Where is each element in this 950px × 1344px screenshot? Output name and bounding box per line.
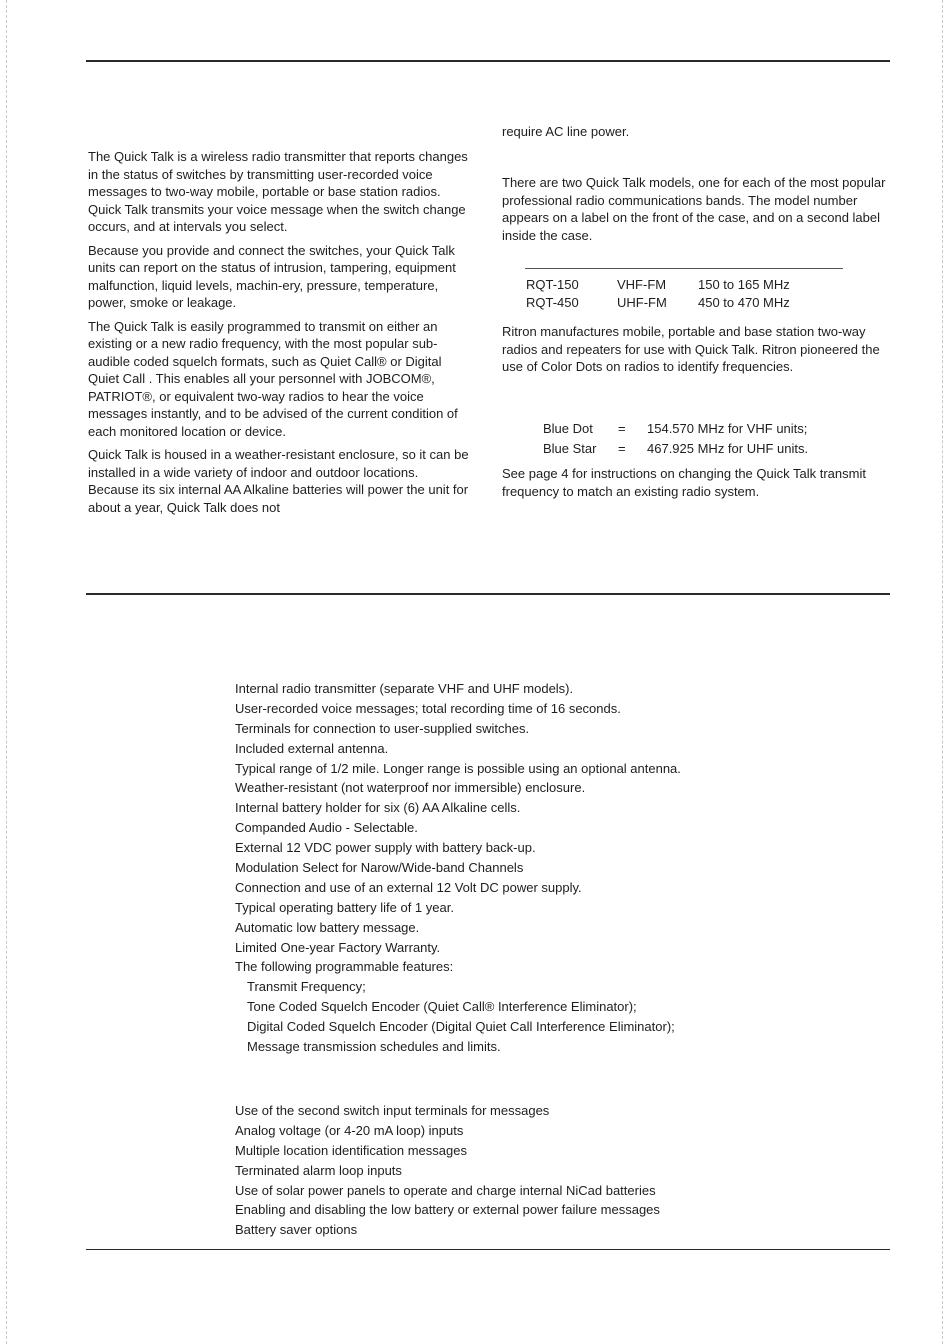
page-border-right	[942, 0, 943, 1344]
model-band: VHF-FM	[617, 277, 667, 292]
feature-item: Weather-resistant (not waterproof nor immersible) enclosure.	[235, 780, 586, 796]
features-list	[235, 679, 681, 1057]
feature-item: Internal radio transmitter (separate VHF and UHF models).	[235, 681, 574, 696]
feature-item: Modulation Select for Narow/Wide-band Channels	[235, 860, 524, 876]
option-item: Multiple location identification messages	[235, 1142, 467, 1158]
feature-item: Companded Audio - Selectable.	[235, 820, 418, 836]
color-dots-block	[502, 323, 892, 376]
models-table-row	[526, 276, 790, 294]
color-dot-value: 467.925 MHz for UHF units.	[647, 441, 809, 456]
options-list	[235, 1101, 660, 1240]
feature-item: Typical range of 1/2 mile. Longer range is possible using an optional antenna.	[235, 760, 681, 776]
models-block	[502, 174, 892, 244]
feature-item: Automatic low battery message.	[235, 919, 420, 935]
feature-item: Terminals for connection to user-supplied switches.	[235, 720, 530, 736]
bottom-rule	[86, 1249, 890, 1250]
intro-paragraph: The Quick Talk is a wireless radio transmitter that reports changes in the status of switches by transmitting user-recorded voice messages to two-way mobile, portable or base station radios. Quick Talk transmits your voice message when the switch change occurs, and at intervals you select.	[88, 149, 468, 234]
color-dot-row	[543, 439, 808, 459]
intro-column	[88, 148, 470, 522]
feature-item: Limited One-year Factory Warranty.	[235, 939, 441, 955]
page-border-left	[6, 0, 7, 1344]
feature-item: Typical operating battery life of 1 year.	[235, 899, 454, 915]
models-table-row	[526, 294, 790, 312]
option-item: Enabling and disabling the low battery or external power failure messages	[235, 1202, 660, 1218]
feature-item: The following programmable features:	[235, 959, 454, 975]
color-dot-value: 154.570 MHz for VHF units;	[647, 421, 808, 436]
option-item: Terminated alarm loop inputs	[235, 1162, 402, 1178]
option-item: Use of the second switch input terminals for messages	[235, 1103, 550, 1118]
color-dots-table	[543, 419, 808, 459]
color-dots-paragraph: Ritron manufactures mobile, portable and base station two-way radios and repeaters for use with Quick Talk. Ritron pioneered the use of Color Dots on radios to identify frequencies.	[502, 324, 880, 374]
feature-item: External 12 VDC power supply with battery back-up.	[235, 840, 536, 856]
option-item: Use of solar power panels to operate and charge internal NiCad batteries	[235, 1182, 656, 1198]
programmable-feature-item: Transmit Frequency;	[247, 979, 366, 995]
feature-item: User-recorded voice messages; total recording time of 16 seconds.	[235, 700, 621, 716]
model-number: RQT-450	[526, 294, 579, 310]
frequency-note: See page 4 for instructions on changing the Quick Talk transmit frequency to match an existing radio system.	[502, 466, 866, 499]
models-paragraph: There are two Quick Talk models, one for each of the most popular professional radio communications bands. The model number appears on a label on the front of the case, and on a second label inside the case.	[502, 175, 886, 243]
feature-item: Internal battery holder for six (6) AA Alkaline cells.	[235, 800, 521, 816]
intro-paragraph: Because you provide and connect the switches, your Quick Talk units can report on the status of intrusion, tampering, equipment malfunction, liquid levels, machin-ery, pressure, temperature, power, smoke or leakage.	[88, 242, 456, 310]
model-range: 150 to 165 MHz	[698, 277, 790, 292]
feature-item: Connection and use of an external 12 Volt DC power supply.	[235, 879, 582, 895]
programmable-feature-item: Digital Coded Squelch Encoder (Digital Quiet Call Interference Eliminator);	[247, 1019, 675, 1035]
model-number: RQT-150	[526, 277, 579, 292]
intro-paragraph: Quick Talk is housed in a weather-resistant enclosure, so it can be installed in a wide variety of indoor and outdoor locations. Because its six internal AA Alkaline batteries will power the unit for about a year, Quick Talk does not	[88, 447, 469, 515]
option-item: Battery saver options	[235, 1222, 358, 1238]
models-table-rule	[525, 268, 843, 269]
models-table	[526, 276, 790, 311]
intro-paragraph: The Quick Talk is easily programmed to transmit on either an existing or a new radio frequency, with the most popular sub-audible coded squelch formats, such as Quiet Call® or Digital Quiet Call . This enables all your personnel with JOBCOM®, PATRIOT®, or equivalent two-way radios to hear the voice messages instantly, and to be advised of the current condition of each monitored location or device.	[88, 318, 458, 439]
option-item: Analog voltage (or 4-20 mA loop) inputs	[235, 1122, 464, 1138]
intro-continuation-block	[502, 123, 892, 141]
color-dot-equals: =	[618, 421, 626, 436]
feature-item: Included external antenna.	[235, 740, 389, 756]
programmable-feature-item: Tone Coded Squelch Encoder (Quiet Call® Interference Eliminator);	[247, 999, 637, 1015]
color-dot-name: Blue Star	[543, 441, 597, 456]
model-band: UHF-FM	[617, 294, 667, 310]
color-dot-equals: =	[618, 441, 626, 456]
frequency-note-block	[502, 465, 892, 500]
intro-continuation: require AC line power.	[502, 124, 630, 139]
model-range: 450 to 470 MHz	[698, 294, 790, 310]
top-rule	[86, 60, 890, 62]
section-rule	[86, 593, 890, 595]
programmable-feature-item: Message transmission schedules and limits.	[247, 1039, 501, 1055]
color-dot-row	[543, 419, 808, 439]
color-dot-name: Blue Dot	[543, 421, 593, 436]
